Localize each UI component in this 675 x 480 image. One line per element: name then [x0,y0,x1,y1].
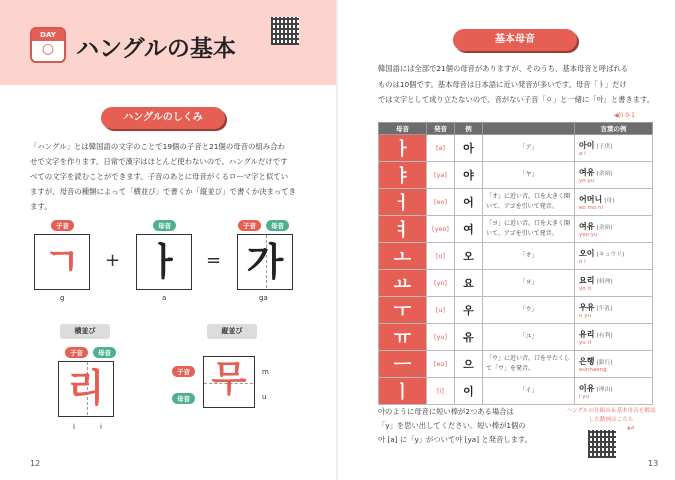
word-romanization: u yu [579,312,591,319]
romanization-label: a [162,294,167,302]
word-example-cell [575,378,653,405]
korean-word: 은행 [579,356,595,366]
plus-sign: + [105,250,121,271]
japanese-meaning: (母) [604,197,615,204]
page-number: 13 [648,459,659,468]
column-header: 母音 [379,123,427,135]
horizontal-layout-title: 横並び [60,324,110,339]
qr-code-icon[interactable] [271,17,299,45]
vowel-cell: ㅓ [379,189,427,216]
day-badge [30,27,66,63]
example-cell: 여 [455,216,483,243]
korean-word: 유리 [579,329,595,339]
page-number: 12 [30,459,41,468]
vowel-cell: ㅏ [379,135,427,162]
romanization-label: l [73,423,75,431]
column-header: 発音 [427,123,455,135]
example-cell: 아 [455,135,483,162]
vertical-syllable-box: 무 [203,356,255,408]
vowel-cell: ㅜ [379,297,427,324]
example-cell: 오 [455,243,483,270]
column-header [483,123,575,135]
consonant-box: ㄱ [34,234,90,290]
example-cell: 야 [455,162,483,189]
vowel-tag: 母音 [172,393,195,404]
word-romanization: yo ri [579,285,592,292]
pronunciation-cell: [a] [427,135,455,162]
korean-word: 여유 [579,221,595,231]
japanese-meaning: (有利) [596,332,613,339]
vowel-cell: ㅑ [379,162,427,189]
korean-word: 어머니 [579,194,603,204]
korean-word: 이유 [579,383,595,393]
word-romanization: yeo yu [579,231,598,238]
vowel-cell: ㅛ [379,270,427,297]
vowel-cell: ㅠ [379,324,427,351]
word-romanization: eo mo ni [579,204,603,211]
description-cell: 「イ」 [483,378,575,405]
korean-word: 우유 [579,302,595,312]
japanese-meaning: (キュウリ) [596,251,625,258]
example-cell: 우 [455,297,483,324]
vowel-box: ㅏ [136,234,192,290]
word-example-cell [575,216,653,243]
vowel-cell: ㅣ [379,378,427,405]
table-row [379,324,653,351]
equals-sign: = [206,250,222,271]
pronunciation-cell: [yu] [427,324,455,351]
description-cell: 「ユ」 [483,324,575,351]
left-page [0,0,337,480]
korean-word: 오이 [579,248,595,258]
table-row [379,270,653,297]
table-row [379,135,653,162]
word-romanization: i yu [579,393,590,400]
vowel-intro-text: 韓国語には全部で21個の母音がありますが、そのうち、基本母音と呼ばれる ものは10個です。基本母音は日本語に近い発音が多いです。母音「ㅏ」だけ では文字として成り立たないので、音がない子音「ㅇ」と一緒に「아」と書きます。 [378,64,655,104]
word-romanization: eunhaeng [579,366,607,373]
word-example-cell [575,162,653,189]
romanization-label: m [262,368,269,376]
romanization-label: i [100,423,102,431]
japanese-meaning: (余裕) [596,224,613,231]
table-row [379,243,653,270]
description-cell: 「ウ」に近い音。口を平たくして「ウ」を発音。 [483,351,575,378]
table-row [379,378,653,405]
word-example-cell [575,324,653,351]
table-row [379,297,653,324]
pronunciation-cell: [yo] [427,270,455,297]
table-header-row [379,123,653,135]
description-cell: 「オ」 [483,243,575,270]
column-header: 例 [455,123,483,135]
y-vowel-note: 아のように母音に短い棒が2つある場合は 「y」を思い出してください。短い棒が1個の 아 [a] に「y」がついて야 [ya] と発音します。 [378,407,532,444]
japanese-meaning: (料理) [596,278,613,285]
romanization-label: u [262,393,267,401]
pronunciation-cell: [u] [427,297,455,324]
japanese-meaning: (余裕) [596,170,613,177]
vowel-cell: ㅕ [379,216,427,243]
example-cell: 이 [455,378,483,405]
korean-word: 아이 [579,140,595,150]
vowel-cell: ㅡ [379,351,427,378]
consonant-tag: 子音 [65,347,88,358]
horizontal-syllable-box: 리 [58,361,114,417]
pronunciation-cell: [ya] [427,162,455,189]
word-example-cell [575,297,653,324]
vertical-layout-title: 縦並び [207,324,257,339]
vowel-tag: 母音 [153,220,176,231]
word-romanization: a i [579,150,586,157]
word-romanization: yu ri [579,339,592,346]
japanese-meaning: (銀行) [596,359,613,366]
vowel-tag: 母音 [266,220,289,231]
japanese-meaning: (理由) [596,386,613,393]
consonant-tag: 子音 [172,366,195,377]
korean-word: 요리 [579,275,595,285]
vowel-table [378,122,653,405]
pronunciation-cell: [yeo] [427,216,455,243]
example-cell: 요 [455,270,483,297]
audio-track-icon[interactable]: ◀)) 0-1 [614,112,636,119]
description-cell: 「ウ」 [483,297,575,324]
pronunciation-cell: [eu] [427,351,455,378]
description-cell: 「ア」 [483,135,575,162]
day-icon: ○ [41,41,55,57]
vowel-cell: ㅗ [379,243,427,270]
description-cell: 「ヨ」 [483,270,575,297]
description-cell: 「オ」に近い音。口を大きく開いて、アゴを引いて発音。 [483,189,575,216]
table-row [379,216,653,243]
section-title-vowels: 基本母音 [453,29,577,51]
table-row [379,351,653,378]
book-gutter [336,0,338,480]
word-example-cell [575,243,653,270]
consonant-tag: 子音 [51,220,74,231]
table-row [379,189,653,216]
qr-code-icon[interactable] [588,430,616,458]
japanese-meaning: (子供) [596,143,613,150]
page-title: ハングルの基本 [76,36,236,62]
arrow-curve-icon: ↩ [627,424,635,434]
pronunciation-cell: [i] [427,378,455,405]
word-example-cell [575,270,653,297]
example-cell: 유 [455,324,483,351]
column-header: 言葉の例 [575,123,653,135]
day-label: DAY [32,29,64,41]
syllable-box: 가 [237,234,293,290]
video-link-note: ハングルの仕組み＆基本母音を解説した動画はこちら [566,408,656,423]
intro-text: 「ハングル」とは韓国語の文字のことで19個の子音と21個の母音の組み合わ せで文字を作ります。日常で漢字はほとんど使わないので、ハングルだけです べての文字を読むことができます。子音のあとに母音がくるローマ字と似てい ますが、母音の種類によって「横並び」で書くか「縦並び」で書くか決まってき ます。 [30,142,297,211]
japanese-meaning: (牛乳) [596,305,613,312]
pronunciation-cell: [o] [427,243,455,270]
word-example-cell [575,189,653,216]
word-example-cell [575,135,653,162]
romanization-label: ga [259,294,268,302]
word-example-cell [575,351,653,378]
description-cell: 「ヨ」に近い音。口を大きく開いて、アゴを引いて発音。 [483,216,575,243]
korean-word: 여유 [579,167,595,177]
description-cell: 「ヤ」 [483,162,575,189]
table-row [379,162,653,189]
example-cell: 어 [455,189,483,216]
word-romanization: yo yu [579,177,595,184]
pronunciation-cell: [eo] [427,189,455,216]
word-romanization: o i [579,258,586,265]
consonant-tag: 子音 [238,220,261,231]
romanization-label: g [60,294,65,302]
section-title-structure: ハングルのしくみ [101,107,225,129]
vowel-tag: 母音 [93,347,116,358]
example-cell: 으 [455,351,483,378]
